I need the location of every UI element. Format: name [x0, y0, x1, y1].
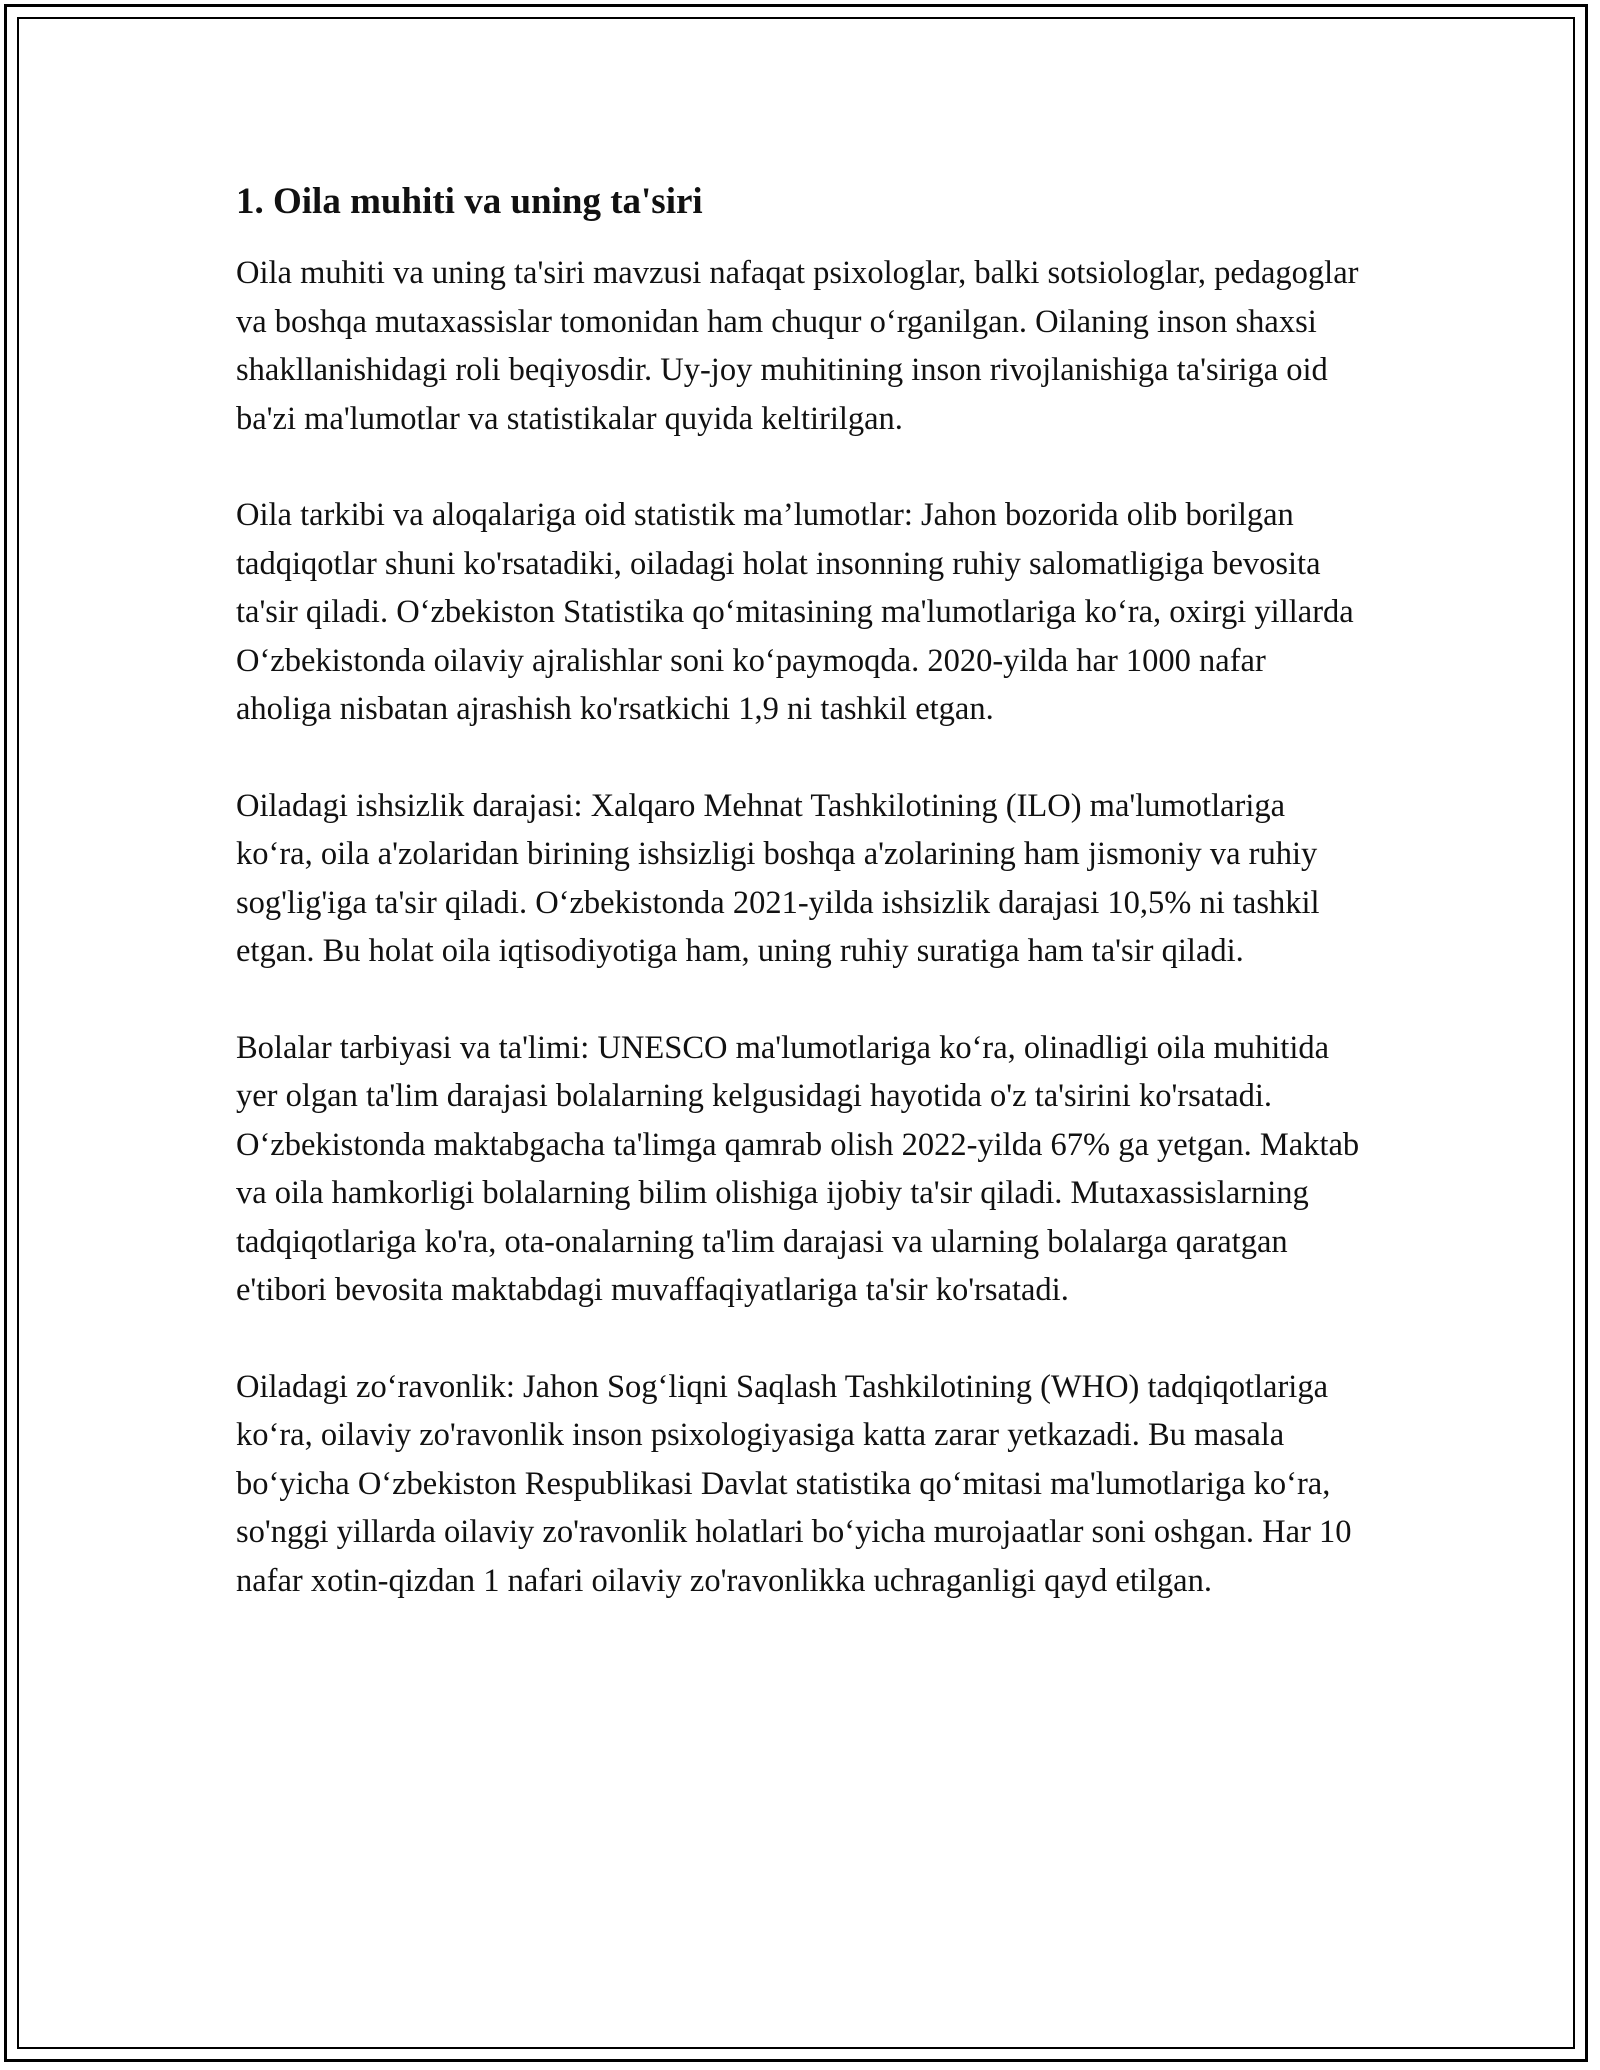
- paragraph-intro: Oila muhiti va uning ta'siri mavzusi nafaqat psixologlar, balki sotsiologlar, pedagoglar va boshqa mutaxassislar tomonidan ham chuqur o‘rganilgan. Oilaning inson shaxsi shakllanishidagi roli beqiyosdir. Uy-joy muhitining inson rivojlanishiga ta'siriga oid ba'zi ma'lumotlar va statistikalar quyida keltirilgan.: [236, 255, 1359, 437]
- document-body: [236, 180, 1366, 1653]
- paragraph-family-statistics: Oila tarkibi va aloqalariga oid statistik ma’lumotlar: Jahon bozorida olib borilgan tadqiqotlar shuni ko'rsatadiki, oiladagi holat insonning ruhiy salomatligiga bevosita ta'sir qiladi. O‘zbekiston Statistika qo‘mitasining ma'lumotlariga ko‘ra, oxirgi yillarda O‘zbekistonda oilaviy ajralishlar soni ko‘paymoqda. 2020-yilda har 1000 nafar aholiga nisbatan ajrashish ko'rsatkichi 1,9 ni tashkil etgan.: [236, 497, 1354, 728]
- section-heading: 1. Oila muhiti va uning ta'siri: [236, 181, 703, 222]
- paragraph-unemployment: Oiladagi ishsizlik darajasi: Xalqaro Mehnat Tashkilotining (ILO) ma'lumotlariga ko‘ra, oila a'zolaridan birining ishsizligi boshqa a'zolarining ham jismoniy va ruhiy sog'lig'iga ta'sir qiladi. O‘zbekistonda 2021-yilda ishsizlik darajasi 10,5% ni tashkil etgan. Bu holat oila iqtisodiyotiga ham, uning ruhiy suratiga ham ta'sir qiladi.: [236, 787, 1320, 970]
- paragraph-education: Bolalar tarbiyasi va ta'limi: UNESCO ma'lumotlariga ko‘ra, olinadligi oila muhitida yer olgan ta'lim darajasi bolalarning kelgusidagi hayotida o'z ta'sirini ko'rsatadi. O‘zbekistonda maktabgacha ta'limga qamrab olish 2022-yilda 67% ga yetgan. Maktab va oila hamkorligi bolalarning bilim olishiga ijobiy ta'sir qiladi. Mutaxassislarning tadqiqotlariga ko'ra, ota-onalarning ta'lim darajasi va ularning bolalarga qaratgan e'tibori bevosita maktabdagi muvaffaqiyatlariga ta'sir ko'rsatadi.: [236, 1029, 1360, 1309]
- paragraph-domestic-violence: Oiladagi zo‘ravonlik: Jahon Sog‘liqni Saqlash Tashkilotining (WHO) tadqiqotlariga ko‘ra, oilaviy zo'ravonlik inson psixologiyasiga katta zarar yetkazadi. Bu masala bo‘yicha O‘zbekiston Respublikasi Davlat statistika qo‘mitasi ma'lumotlariga ko‘ra, so'nggi yillarda oilaviy zo'ravonlik holatlari bo‘yicha murojaatlar soni oshgan. Har 10 nafar xotin-qizdan 1 nafari oilaviy zo'ravonlikka uchraganligi qayd etilgan.: [236, 1368, 1352, 1599]
